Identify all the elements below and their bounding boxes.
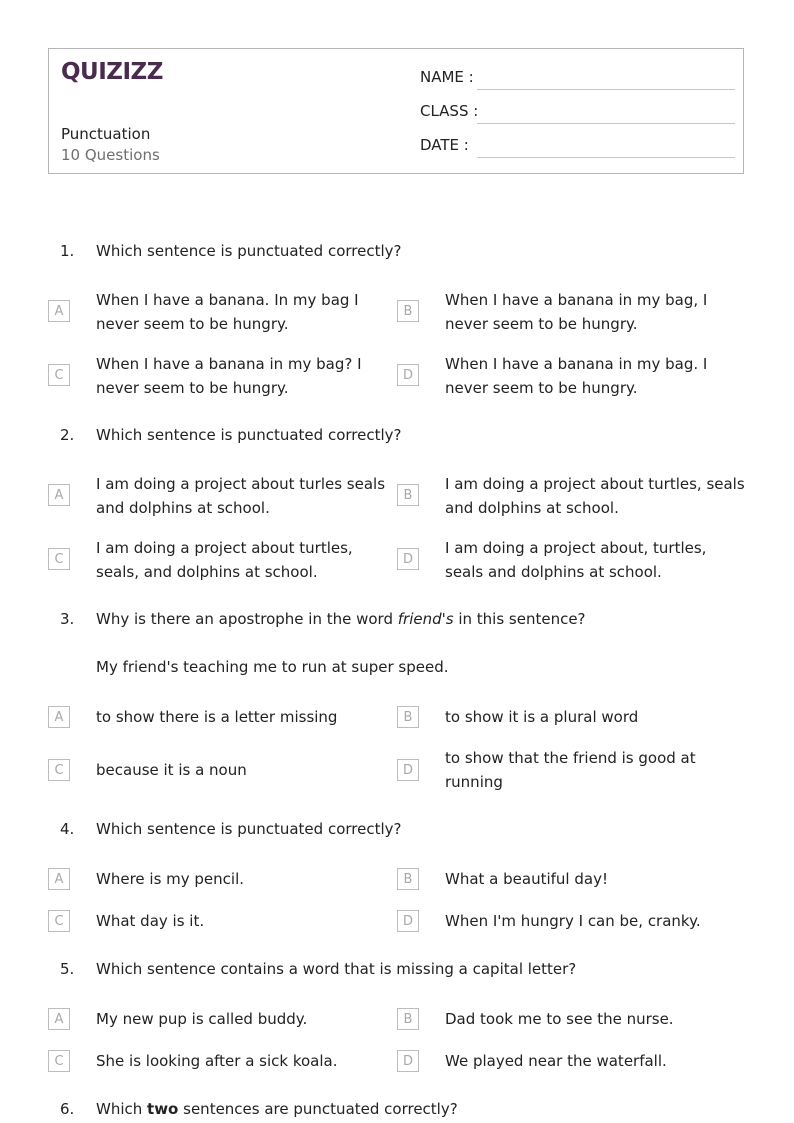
option-b-text: I am doing a project about turtles, seals and dolphins at school. <box>445 475 745 517</box>
option-a-box[interactable]: A <box>48 300 70 322</box>
date-label: DATE : <box>420 136 469 154</box>
option-a-text: Where is my pencil. <box>96 870 245 888</box>
class-label: CLASS : <box>420 102 479 120</box>
option-b-box[interactable]: B <box>397 1008 419 1030</box>
option-d-box[interactable]: D <box>397 759 419 781</box>
question-text: Which sentence is punctuated correctly? <box>96 426 402 444</box>
option-c-text: She is looking after a sick koala. <box>96 1052 338 1070</box>
option-b-box[interactable]: B <box>397 484 419 506</box>
question-number: 4. <box>60 820 75 838</box>
question-text-emphasis: friend's <box>397 610 454 628</box>
option-c-box[interactable]: C <box>48 759 70 781</box>
question-text: Which sentence is punctuated correctly? <box>96 242 402 260</box>
option-a-text: My new pup is called buddy. <box>96 1010 308 1028</box>
option-d-box[interactable]: D <box>397 548 419 570</box>
option-d-box[interactable]: D <box>397 1050 419 1072</box>
question-text-after: in this sentence? <box>453 610 586 628</box>
worksheet-header <box>48 48 744 174</box>
question-text: Which sentence contains a word that is missing a capital letter? <box>96 960 577 978</box>
class-line[interactable] <box>477 103 735 124</box>
option-d-box[interactable]: D <box>397 364 419 386</box>
name-line[interactable] <box>477 69 735 90</box>
option-c-text: What day is it. <box>96 912 205 930</box>
question-count: 10 Questions <box>61 146 160 164</box>
option-c-text: I am doing a project about turtles, seals, and dolphins at school. <box>96 539 353 581</box>
option-c-box[interactable]: C <box>48 910 70 932</box>
option-b-box[interactable]: B <box>397 706 419 728</box>
question-text <box>96 610 586 628</box>
option-a-box[interactable]: A <box>48 868 70 890</box>
question-number: 6. <box>60 1100 75 1118</box>
name-label: NAME : <box>420 68 474 86</box>
question-text <box>96 1100 458 1118</box>
question-text-before: Which <box>96 1100 148 1118</box>
question-text-emphasis: two <box>147 1100 179 1118</box>
option-a-box[interactable]: A <box>48 1008 70 1030</box>
option-d-box[interactable]: D <box>397 910 419 932</box>
option-d-text: When I have a banana in my bag. I never seem to be hungry. <box>445 355 708 397</box>
date-field[interactable] <box>420 134 735 158</box>
question-number: 1. <box>60 242 75 260</box>
option-c-text: because it is a noun <box>96 761 247 779</box>
option-d-text: When I'm hungry I can be, cranky. <box>445 912 701 930</box>
quizizz-logo: QUIZIZZ <box>61 59 163 85</box>
option-c-box[interactable]: C <box>48 364 70 386</box>
option-a-text: I am doing a project about turles seals and dolphins at school. <box>96 475 386 517</box>
option-a-text: When I have a banana. In my bag I never seem to be hungry. <box>96 291 359 333</box>
question-passage: My friend's teaching me to run at super speed. <box>96 658 449 676</box>
question-number: 2. <box>60 426 75 444</box>
option-b-text: What a beautiful day! <box>445 870 608 888</box>
question-text-before: Why is there an apostrophe in the word <box>96 610 398 628</box>
option-d-text: to show that the friend is good at running <box>445 749 696 791</box>
question-text: Which sentence is punctuated correctly? <box>96 820 402 838</box>
option-c-text: When I have a banana in my bag? I never seem to be hungry. <box>96 355 362 397</box>
question-number: 5. <box>60 960 75 978</box>
option-c-box[interactable]: C <box>48 1050 70 1072</box>
option-a-box[interactable]: A <box>48 484 70 506</box>
question-text-after: sentences are punctuated correctly? <box>178 1100 458 1118</box>
worksheet-title: Punctuation <box>61 125 151 143</box>
question-number: 3. <box>60 610 75 628</box>
class-field[interactable] <box>420 100 735 124</box>
option-a-text: to show there is a letter missing <box>96 708 338 726</box>
option-b-text: Dad took me to see the nurse. <box>445 1010 674 1028</box>
date-line[interactable] <box>477 137 735 158</box>
option-b-text: When I have a banana in my bag, I never seem to be hungry. <box>445 291 708 333</box>
option-d-text: We played near the waterfall. <box>445 1052 667 1070</box>
option-d-text: I am doing a project about, turtles, seals and dolphins at school. <box>445 539 707 581</box>
option-b-box[interactable]: B <box>397 868 419 890</box>
option-b-box[interactable]: B <box>397 300 419 322</box>
option-b-text: to show it is a plural word <box>445 708 639 726</box>
option-c-box[interactable]: C <box>48 548 70 570</box>
option-a-box[interactable]: A <box>48 706 70 728</box>
name-field[interactable] <box>420 66 735 90</box>
